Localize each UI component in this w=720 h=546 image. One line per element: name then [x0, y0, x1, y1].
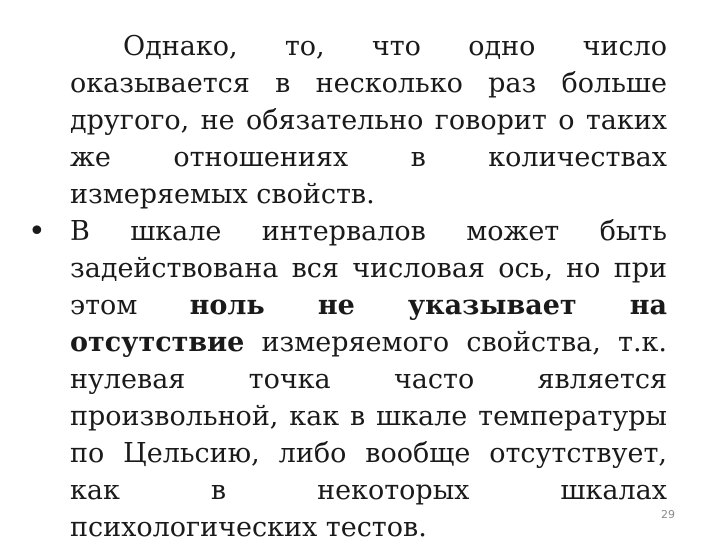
- paragraph-intro: Однако, то, что одно число оказывается в несколько раз больше другого, не обязательно говорит о таких же отношениях в количествах измеряемых свойств.: [70, 31, 667, 210]
- bullet-text-bold: ноль не указывает на отсутствие: [70, 290, 667, 358]
- bullet-icon: •: [28, 214, 46, 249]
- bullet-paragraph: [28, 213, 667, 546]
- bullet-text-part1: В шкале интервалов может быть задействована вся числовая ось, но при этом: [70, 216, 667, 321]
- bullet-text-part2: измеряемого свойства, т.к. нулевая точка часто является произвольной, как в шкале температуры по Цельсию, либо вообще отсутствует, как в некоторых шкалах психологических тестов.: [70, 327, 667, 543]
- slide-body: [28, 28, 667, 546]
- page-number: 29: [661, 508, 675, 521]
